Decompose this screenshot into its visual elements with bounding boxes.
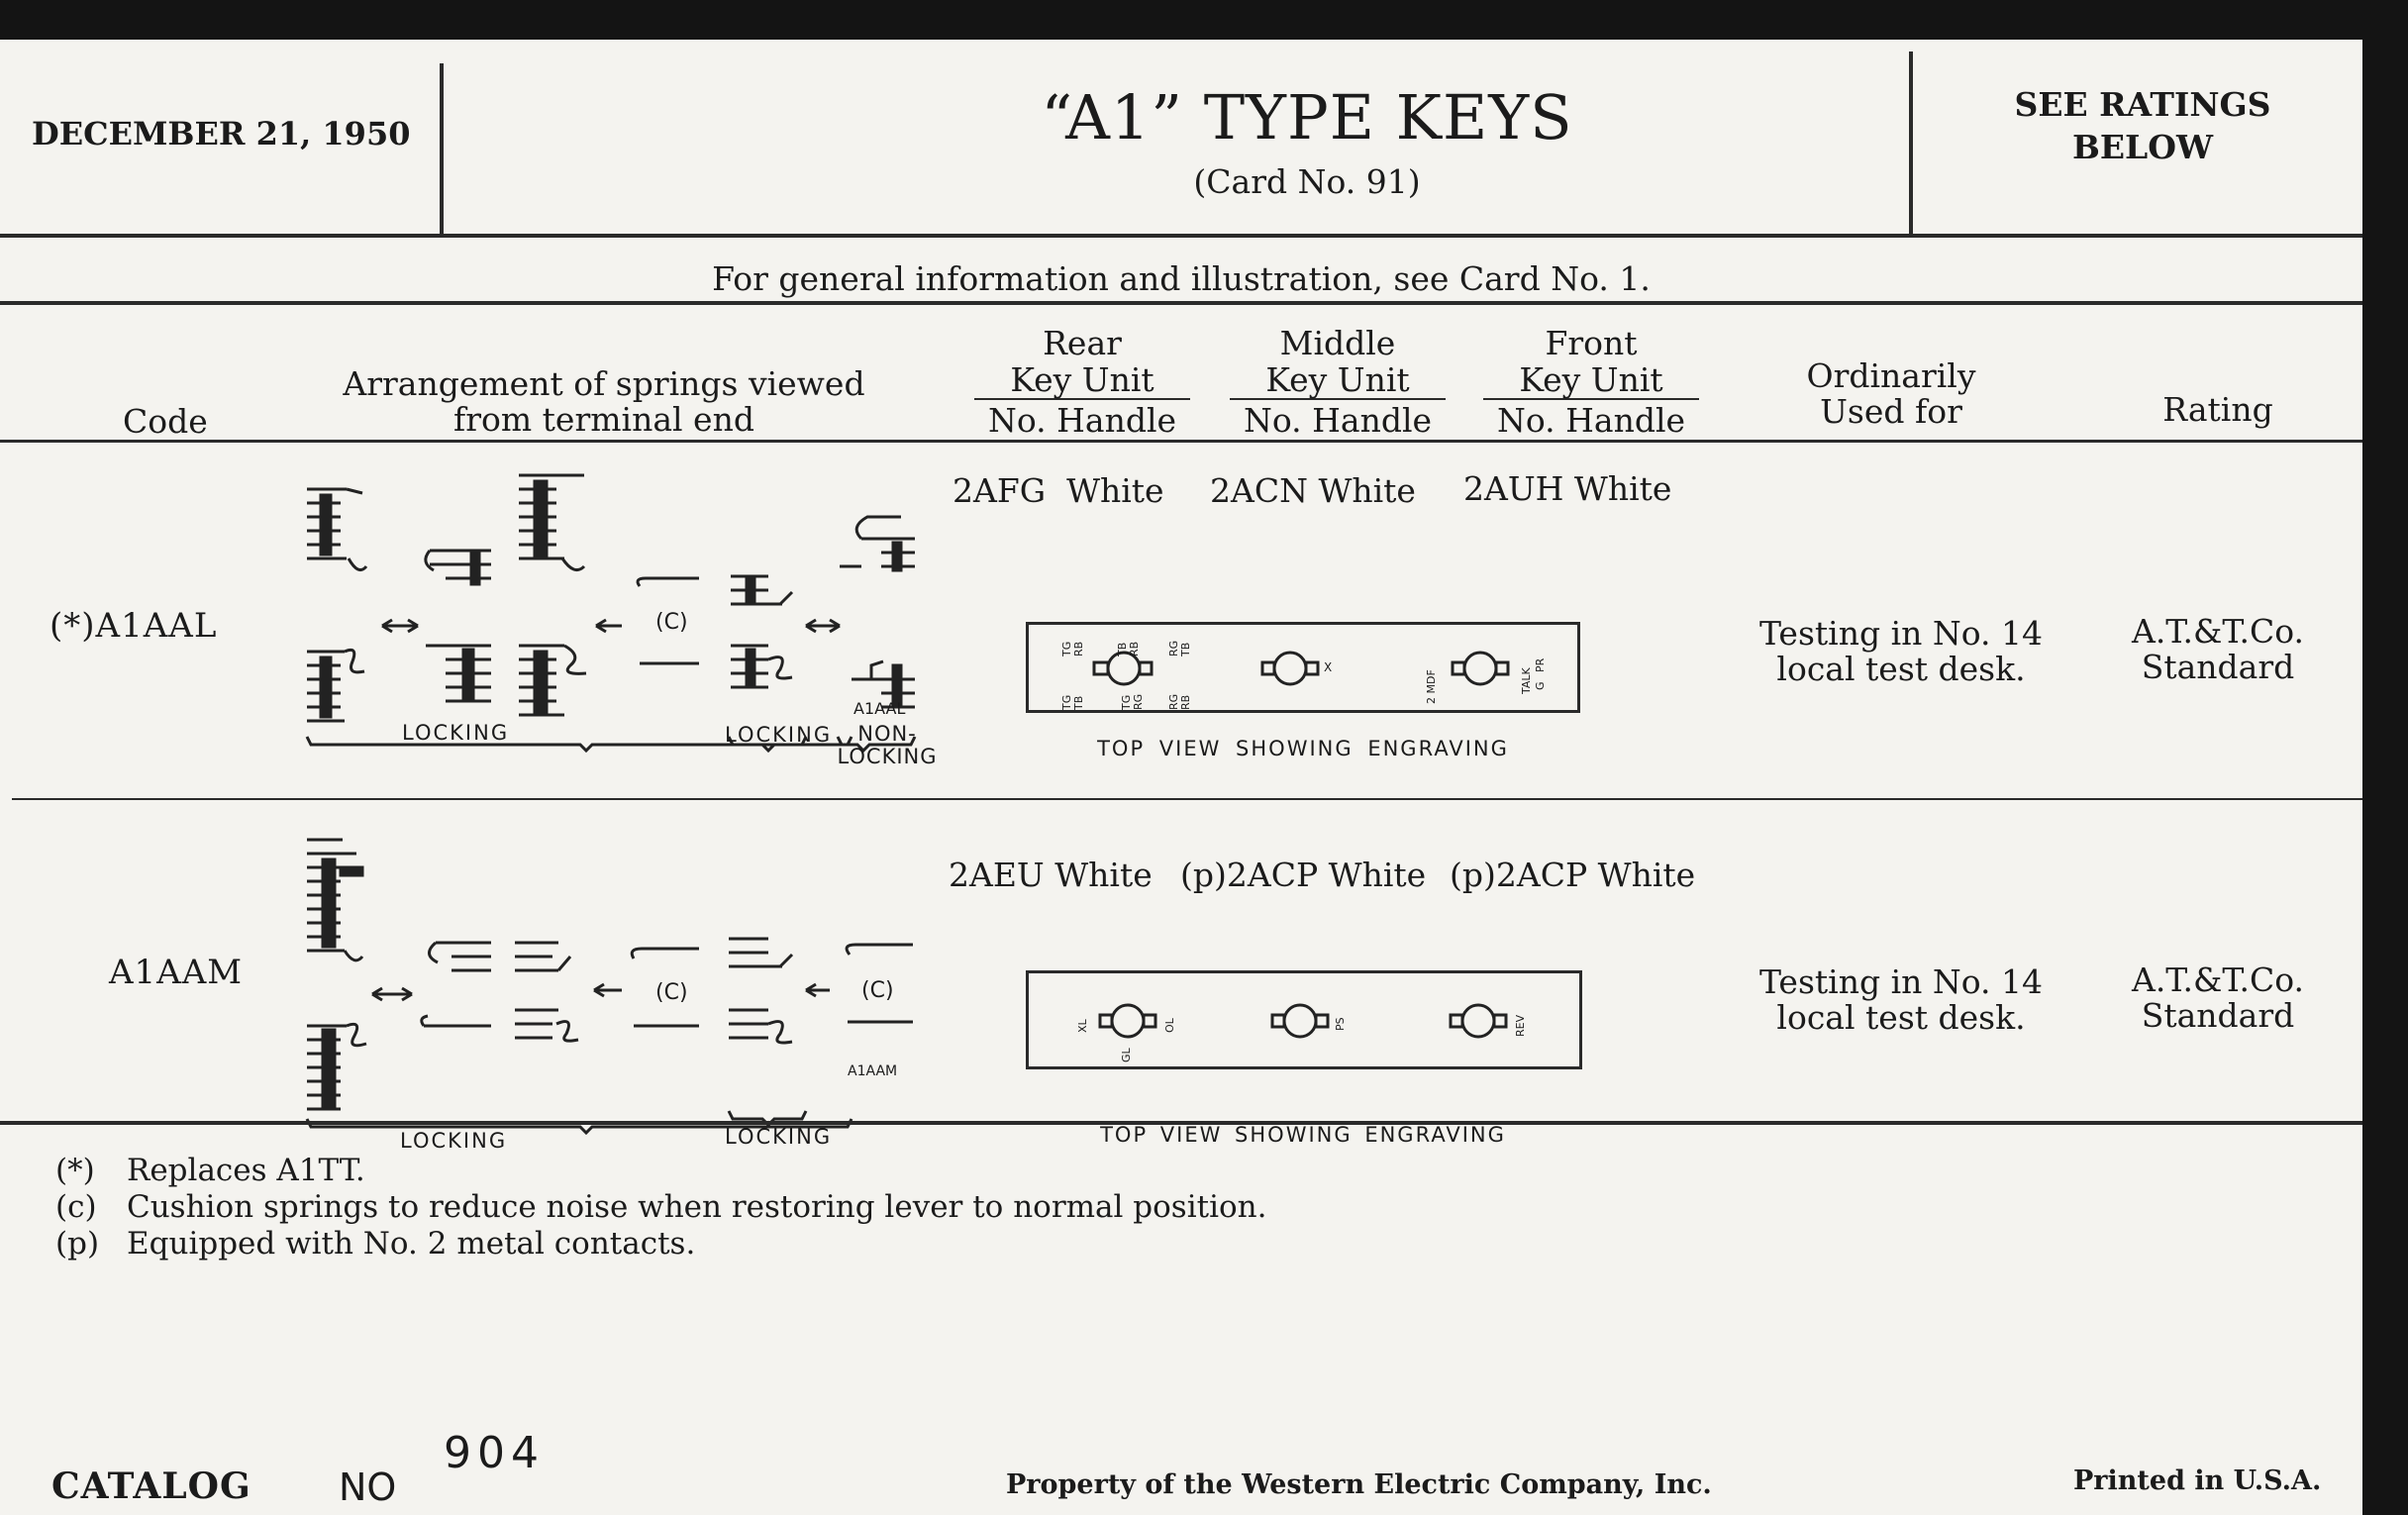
row1-front-key: 2AUH White xyxy=(1463,469,1672,508)
cushion-spring-icon xyxy=(638,578,699,586)
col-header-used-for xyxy=(1743,358,2040,430)
spring-stack-icon xyxy=(519,475,586,715)
engraving-text: RB xyxy=(1179,694,1192,710)
engraving-text: G xyxy=(1534,681,1547,690)
row2-locking-label: LOCKING xyxy=(400,1129,508,1153)
row2-used-for-line: Testing in No. 14 xyxy=(1758,962,2044,1001)
row2-diagram-tag: A1AAM xyxy=(848,1063,898,1079)
row1-middle-key: 2ACN White xyxy=(1210,471,1416,510)
row2-top-view-caption: TOP VIEW SHOWING ENGRAVING xyxy=(1100,1123,1506,1147)
arrow-icon xyxy=(594,984,622,996)
ratings-note xyxy=(1941,83,2345,168)
engraving-text: XL xyxy=(1076,1019,1089,1033)
row2-cushion-label: (C) xyxy=(655,980,688,1005)
key-button-icon xyxy=(1094,653,1152,684)
row1-rating xyxy=(2079,614,2357,685)
info-rule xyxy=(0,301,2362,305)
engraving-text: RB xyxy=(1128,641,1141,656)
engraving-text: RG xyxy=(1167,640,1180,656)
arrow-icon xyxy=(596,620,622,632)
row1-used-for xyxy=(1743,616,2059,687)
key-button-icon xyxy=(1453,653,1508,684)
col-header-front-line: No. Handle xyxy=(1496,401,1686,440)
general-info: For general information and illustration, see Card No. 1. xyxy=(712,259,1651,298)
row1-nonlocking-line: NON- xyxy=(857,722,917,746)
footnote-text: Replaces A1TT. xyxy=(127,1153,365,1188)
engraving-text: RB xyxy=(1072,641,1085,656)
catalog-number: 904 xyxy=(444,1428,545,1478)
engraving-text: TG xyxy=(1060,694,1073,710)
row1-rating-line: A.T.&T.Co. xyxy=(2131,612,2305,651)
row1-rear-key: 2AFG White xyxy=(953,471,1164,510)
catalog-label: CATALOG xyxy=(51,1465,251,1507)
col-header-rating: Rating xyxy=(2162,390,2273,429)
col-header-front xyxy=(1477,325,1705,439)
row2-rear-key: 2AEU White xyxy=(949,856,1153,894)
key-button-icon xyxy=(1272,1005,1328,1037)
col-header-rear-line: No. Handle xyxy=(987,401,1177,440)
row2-locking-label-2: LOCKING xyxy=(725,1125,833,1149)
row2-used-for-line: local test desk. xyxy=(1776,998,2026,1037)
header-divider-right xyxy=(1909,51,1913,238)
row1-used-for-line: Testing in No. 14 xyxy=(1758,614,2044,653)
row1-locking-label-2: LOCKING xyxy=(725,723,833,747)
footnote xyxy=(55,1226,1266,1262)
engraving-text: TG xyxy=(1060,641,1073,656)
engraving-text: RG xyxy=(1167,693,1180,710)
footnotes xyxy=(55,1153,1266,1262)
header-rule xyxy=(0,234,2362,238)
row2-rating-line: A.T.&T.Co. xyxy=(2131,960,2305,999)
spring-stack-icon xyxy=(729,939,792,1043)
row1-rating-line: Standard xyxy=(2141,648,2295,686)
table-bottom-rule xyxy=(0,1121,2362,1125)
row2-cushion-label-2: (C) xyxy=(861,978,894,1003)
footnote-key: (*) xyxy=(55,1153,95,1188)
engraving-text: PR xyxy=(1534,657,1547,672)
card-number: (Card No. 91) xyxy=(1193,162,1421,201)
spring-stack-icon xyxy=(426,551,491,701)
col-header-used-for-line: Used for xyxy=(1820,392,1962,431)
header-divider-left xyxy=(440,63,444,234)
row2-middle-key: (p)2ACP White xyxy=(1180,856,1427,894)
footnote-key: (p) xyxy=(55,1226,100,1262)
col-header-rear-line: Key Unit xyxy=(974,361,1190,400)
card-date: DECEMBER 21, 1950 xyxy=(32,115,411,152)
key-button-icon xyxy=(1262,653,1318,684)
key-button-icon xyxy=(1100,1005,1155,1037)
row-separator xyxy=(12,798,2362,800)
engraving-text: TB xyxy=(1072,695,1085,710)
row1-nonlocking-label xyxy=(828,723,947,768)
arrow-icon xyxy=(382,620,418,632)
engraving-text: GL xyxy=(1120,1048,1133,1062)
row1-code: (*)A1AAL xyxy=(50,606,218,646)
engraving-text: TB xyxy=(1116,642,1129,656)
engraving-text: TG xyxy=(1120,694,1133,710)
arrow-icon xyxy=(806,984,830,996)
footnote-text: Cushion springs to reduce noise when restoring lever to normal position. xyxy=(127,1189,1267,1225)
col-header-used-for-line: Ordinarily xyxy=(1806,356,1976,395)
row2-code: A1AAM xyxy=(109,953,244,992)
row1-top-view-caption: TOP VIEW SHOWING ENGRAVING xyxy=(1097,737,1509,760)
row1-used-for-line: local test desk. xyxy=(1776,650,2026,688)
cushion-spring-icon xyxy=(847,945,913,955)
engraving-text: RG xyxy=(1132,693,1145,710)
spring-stack-icon xyxy=(840,517,915,707)
row2-rating xyxy=(2079,962,2357,1034)
row2-spring-diagram xyxy=(297,832,951,1161)
col-header-code: Code xyxy=(123,402,208,441)
ratings-note-line: BELOW xyxy=(2071,128,2214,166)
arrow-icon xyxy=(806,620,840,632)
col-header-front-line: Front xyxy=(1545,324,1638,362)
row1-cushion-label: (C) xyxy=(655,610,688,635)
col-header-front-line: Key Unit xyxy=(1483,361,1699,400)
printed-note: Printed in U.S.A. xyxy=(2073,1465,2322,1496)
footnote xyxy=(55,1189,1266,1226)
engraving-text: PS xyxy=(1334,1017,1347,1031)
engraving-text: 2 MDF xyxy=(1425,669,1438,704)
row1-nonlocking-line: LOCKING xyxy=(837,745,938,768)
catalog-card xyxy=(0,40,2362,1515)
spring-stack-icon xyxy=(731,576,792,687)
row2-front-key: (p)2ACP White xyxy=(1450,856,1696,894)
property-note: Property of the Western Electric Company, Inc. xyxy=(1006,1469,1712,1500)
col-header-arrangement-line: from terminal end xyxy=(453,400,754,439)
catalog-no-label: NO xyxy=(339,1465,397,1509)
row2-top-view-plate xyxy=(1026,970,1582,1069)
col-header-middle xyxy=(1224,325,1452,439)
footnote-key: (c) xyxy=(55,1189,97,1225)
col-header-middle-line: Key Unit xyxy=(1230,361,1446,400)
arrow-icon xyxy=(372,988,412,1000)
row1-diagram-tag: A1AAL xyxy=(853,699,906,718)
spring-stack-icon xyxy=(307,840,366,1109)
row1-locking-label: LOCKING xyxy=(402,721,510,745)
engraving-text: TB xyxy=(1179,642,1192,656)
col-header-arrangement xyxy=(297,366,911,438)
col-header-rear-line: Rear xyxy=(1043,324,1122,362)
engraving-text: X xyxy=(1324,660,1333,674)
spring-stack-icon xyxy=(422,943,491,1026)
footnote xyxy=(55,1153,1266,1189)
cushion-spring-icon xyxy=(632,949,699,959)
col-header-rear xyxy=(968,325,1196,439)
col-header-middle-line: Middle xyxy=(1279,324,1396,362)
engraving-text: TALK xyxy=(1520,667,1533,694)
spring-stack-icon xyxy=(307,489,366,721)
col-header-middle-line: No. Handle xyxy=(1243,401,1433,440)
row2-used-for xyxy=(1743,964,2059,1036)
col-header-arrangement-line: Arrangement of springs viewed xyxy=(343,364,865,403)
row1-top-view-plate xyxy=(1026,622,1580,713)
row2-rating-line: Standard xyxy=(2141,996,2295,1035)
key-button-icon xyxy=(1451,1005,1506,1037)
page-title: “A1” TYPE KEYS xyxy=(1041,81,1573,153)
ratings-note-line: SEE RATINGS xyxy=(2014,85,2271,124)
engraving-text: OL xyxy=(1163,1018,1176,1033)
footnote-text: Equipped with No. 2 metal contacts. xyxy=(127,1226,696,1262)
spring-stack-icon xyxy=(515,943,578,1041)
engraving-text: REV xyxy=(1514,1014,1527,1037)
column-header-rule xyxy=(0,440,2362,443)
